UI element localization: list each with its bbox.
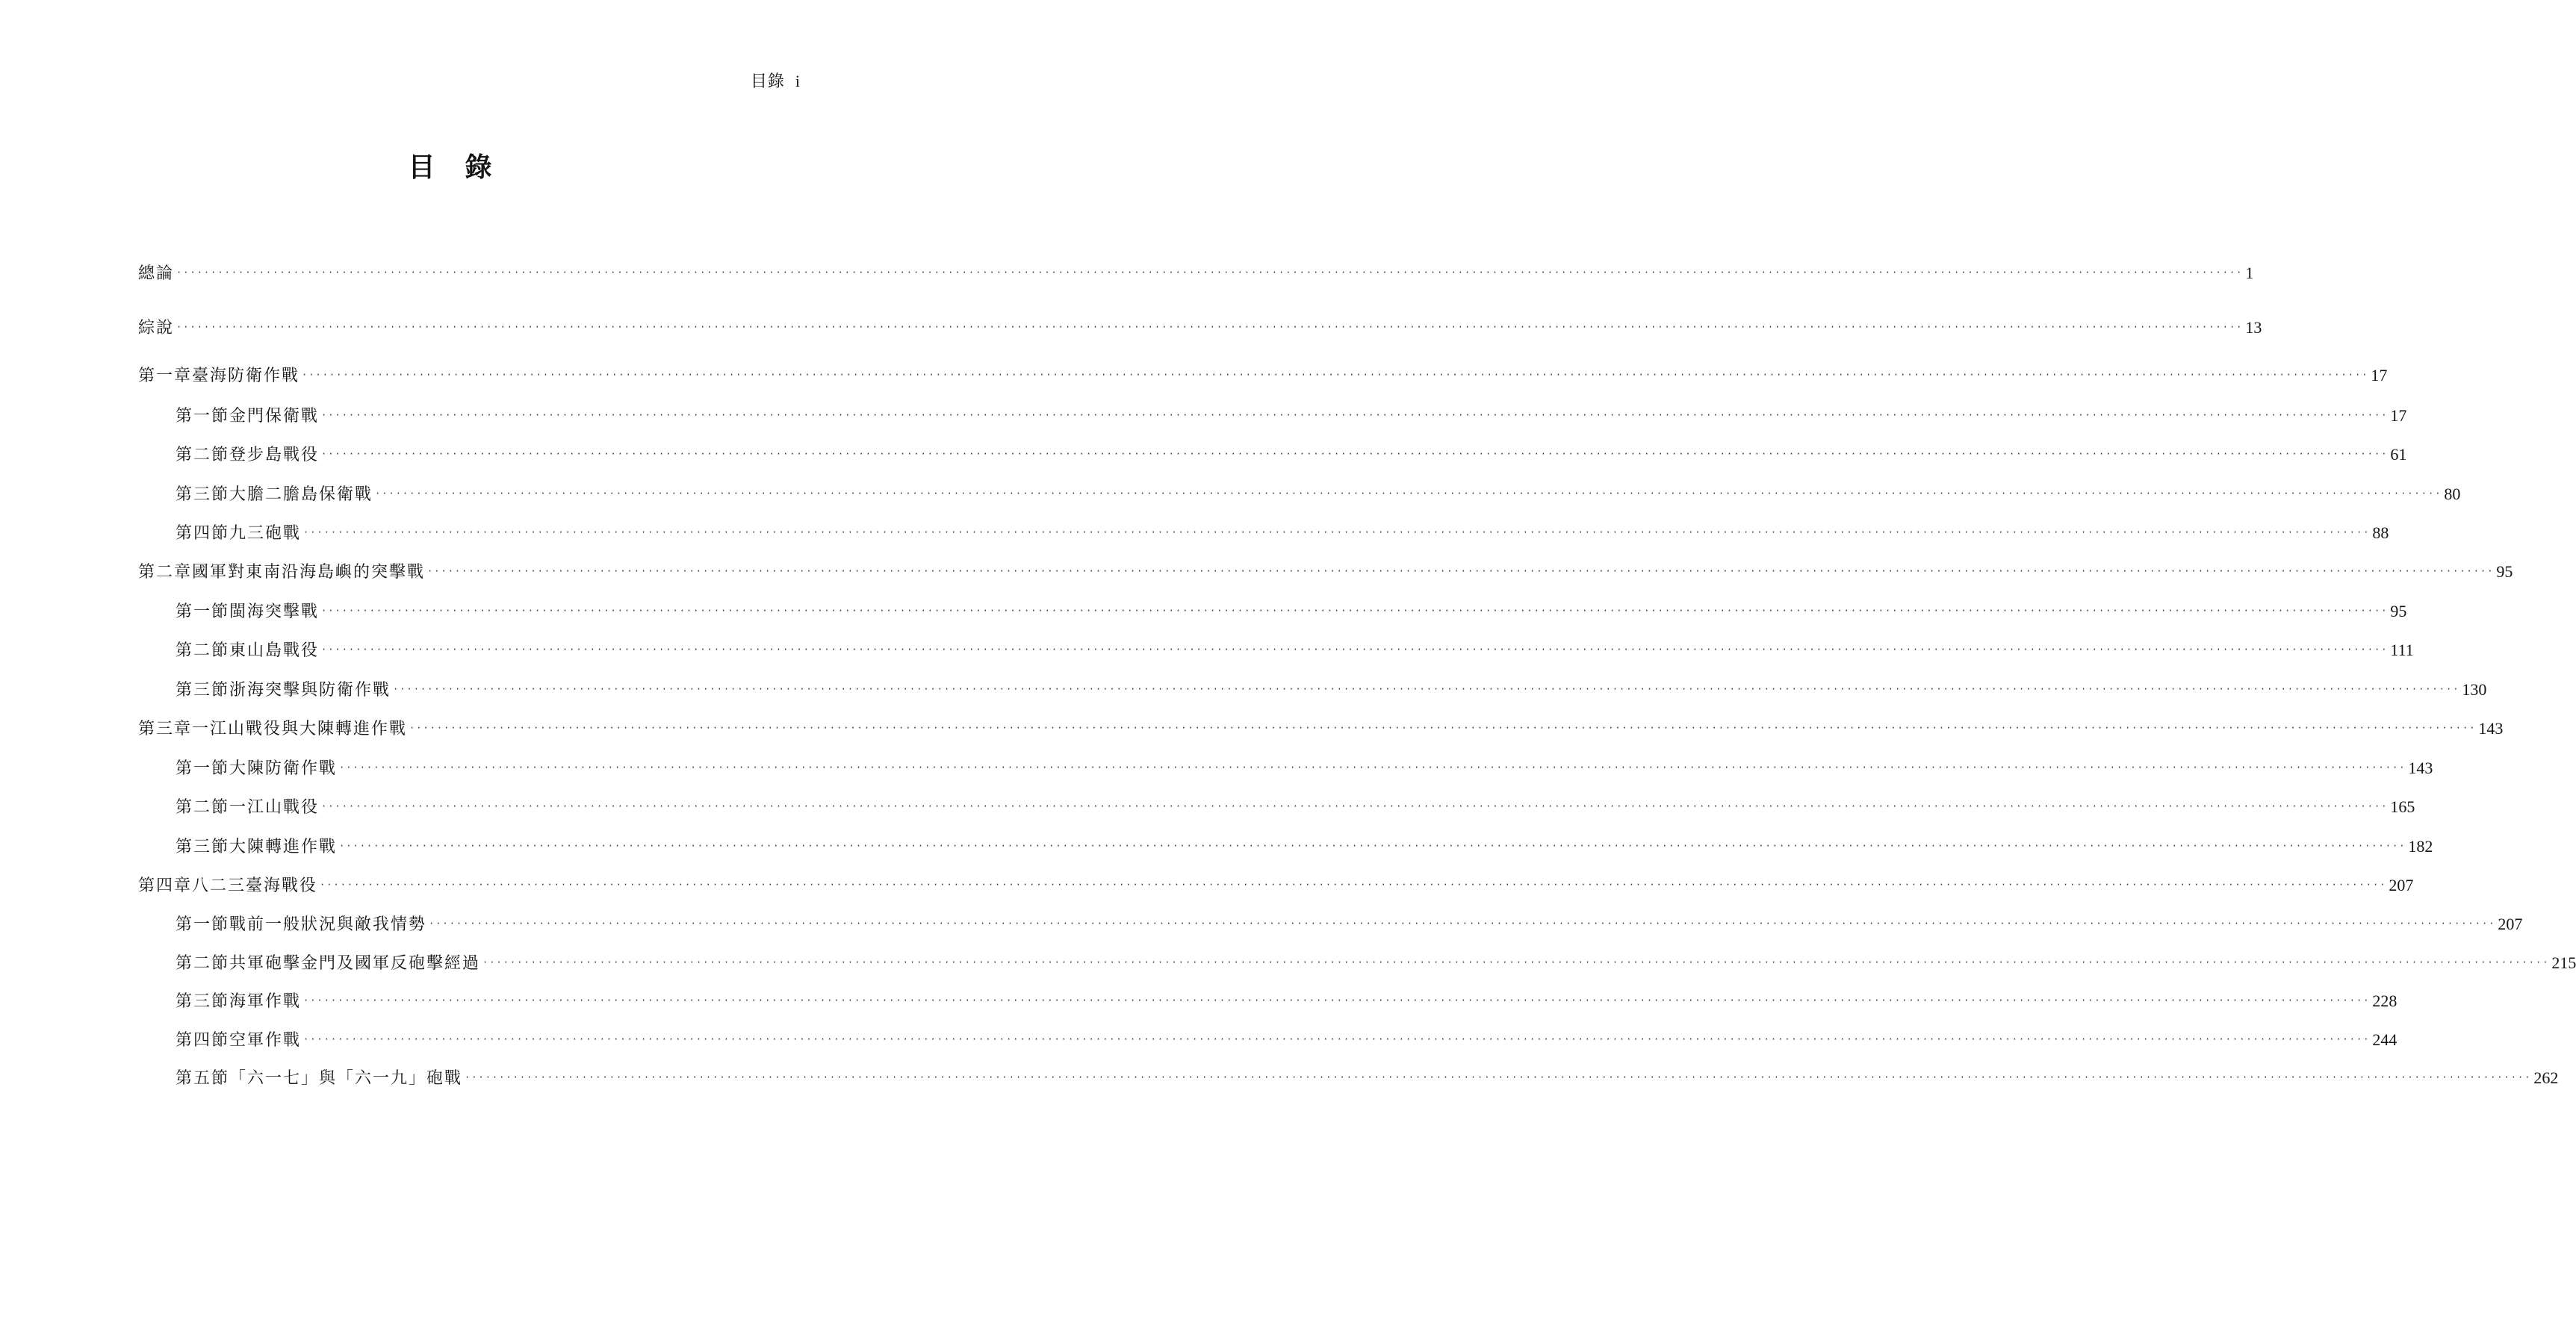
entry-title: 臺海防衛作戰 <box>192 367 300 385</box>
leader-dots: ············································································································································································································································································································ <box>375 488 2442 499</box>
entry-title: 空軍作戰 <box>229 1031 302 1050</box>
entry-title: 大陳防衛作戰 <box>229 759 338 778</box>
entry-page-number: 61 <box>2390 445 2407 464</box>
toc-section-entry <box>176 482 2461 506</box>
entry-page-number: 262 <box>2533 1068 2559 1087</box>
toc-section-entry <box>176 678 2487 702</box>
leader-dots: ············································································································································································································································································································ <box>302 370 2369 380</box>
entry-page-number: 228 <box>2372 992 2397 1010</box>
leader-dots: ············································································································································································································································································································ <box>303 527 2371 538</box>
running-head-page-number: i <box>795 72 801 90</box>
entry-title: 國軍對東南沿海島嶼的突擊戰 <box>192 563 426 582</box>
leader-dots: ············································································································································································································································································································ <box>321 449 2389 459</box>
leader-dots: ············································································································································································································································································································ <box>427 566 2495 576</box>
section-number: 第五節 <box>176 1069 230 1088</box>
entry-page-number: 88 <box>2372 523 2389 542</box>
toc-section-entry <box>176 600 2407 623</box>
leader-dots: ············································································································································································································································································································ <box>339 762 2406 773</box>
entry-page-number: 111 <box>2390 641 2414 659</box>
section-number: 第三節 <box>176 992 230 1011</box>
entry-page-number: 130 <box>2462 680 2487 699</box>
toc-chapter-entry <box>138 874 2414 897</box>
entry-page-number: 95 <box>2390 602 2407 620</box>
toc-chapter-entry <box>138 364 2388 387</box>
page-title-char: 錄 <box>465 152 492 183</box>
entry-title: 九三砲戰 <box>229 524 302 543</box>
section-number: 第四節 <box>176 524 230 543</box>
entry-page-number: 95 <box>2496 562 2513 581</box>
toc-section-entry <box>176 756 2433 780</box>
entry-title: 金門保衛戰 <box>229 407 320 426</box>
section-number: 第二節 <box>176 446 230 464</box>
entry-title: 「六一七」與「六一九」砲戰 <box>229 1069 463 1088</box>
entry-page-number: 1 <box>2245 264 2254 282</box>
section-number: 第三節 <box>176 681 230 700</box>
leader-dots: ············································································································································································································································································································ <box>339 841 2406 851</box>
entry-title: 閩海突擊戰 <box>229 603 320 621</box>
entry-title: 一江山戰役與大陳轉進作戰 <box>192 720 408 738</box>
entry-title: 一江山戰役 <box>229 798 320 817</box>
entry-page-number: 215 <box>2551 953 2576 972</box>
entry-title: 東山島戰役 <box>229 641 320 660</box>
leader-dots: ············································································································································································································································································································ <box>409 723 2477 733</box>
running-head-title: 目錄 <box>750 72 785 91</box>
leader-dots: ············································································································································································································································································································ <box>321 606 2389 616</box>
entry-title: 海軍作戰 <box>229 992 302 1011</box>
leader-dots: ············································································································································································································································································································ <box>321 644 2389 655</box>
entry-page-number: 80 <box>2444 485 2461 503</box>
section-number: 第一節 <box>176 759 230 778</box>
entry-title: 八二三臺海戰役 <box>192 877 318 895</box>
toc-section-entry <box>176 795 2415 819</box>
leader-dots: ············································································································································································································································································································ <box>482 957 2550 968</box>
section-number: 第三節 <box>176 838 230 856</box>
toc-section-entry <box>176 404 2407 428</box>
entry-page-number: 207 <box>2389 876 2414 894</box>
chapter-number: 第三章 <box>138 720 193 738</box>
entry-page-number: 244 <box>2372 1030 2397 1049</box>
entry-title: 總論 <box>138 264 175 283</box>
entry-title: 戰前一般狀況與敵我情勢 <box>229 915 427 934</box>
toc-chapter-entry <box>138 560 2513 584</box>
entry-title: 大膽二膽島保衛戰 <box>229 485 373 504</box>
leader-dots: ············································································································································································································································································································ <box>176 322 2244 332</box>
leader-dots: ············································································································································································································································································································ <box>429 918 2496 929</box>
entry-title: 共軍砲擊金門及國軍反砲擊經過 <box>229 954 481 973</box>
leader-dots: ············································································································································································································································································································ <box>321 801 2389 812</box>
toc-section-entry <box>176 912 2523 936</box>
chapter-number: 第二章 <box>138 563 193 582</box>
toc-section-entry <box>176 443 2407 467</box>
section-number: 第二節 <box>176 954 230 973</box>
chapter-number: 第一章 <box>138 367 193 385</box>
toc-section-entry <box>176 1066 2559 1090</box>
entry-page-number: 143 <box>2408 759 2433 777</box>
entry-title: 綜說 <box>138 319 175 337</box>
toc-section-entry <box>176 638 2414 662</box>
chapter-number: 第四章 <box>138 877 193 895</box>
entry-page-number: 182 <box>2408 837 2433 856</box>
entry-title: 浙海突擊與防衛作戰 <box>229 681 391 700</box>
leader-dots: ············································································································································································································································································································ <box>465 1072 2532 1083</box>
leader-dots: ············································································································································································································································································································ <box>303 1034 2371 1045</box>
toc-section-entry <box>176 521 2389 545</box>
entry-page-number: 17 <box>2390 406 2407 425</box>
entry-page-number: 143 <box>2478 719 2504 738</box>
section-number: 第一節 <box>176 407 230 426</box>
leader-dots: ············································································································································································································································································································ <box>321 410 2389 420</box>
leader-dots: ············································································································································································································································································································ <box>176 267 2244 278</box>
entry-page-number: 17 <box>2371 366 2388 385</box>
entry-page-number: 13 <box>2245 318 2262 337</box>
toc-section-entry <box>176 989 2397 1013</box>
leader-dots: ············································································································································································································································································································ <box>393 684 2460 694</box>
section-number: 第一節 <box>176 603 230 621</box>
entry-title: 登步島戰役 <box>229 446 320 464</box>
page-title-char: 目 <box>408 152 435 183</box>
entry-title: 大陳轉進作戰 <box>229 838 338 856</box>
page-title <box>0 146 900 184</box>
entry-page-number: 207 <box>2498 915 2523 933</box>
toc-section-entry <box>176 951 2576 975</box>
toc-entry <box>138 261 2254 285</box>
leader-dots: ············································································································································································································································································································ <box>320 880 2387 890</box>
section-number: 第一節 <box>176 915 230 934</box>
leader-dots: ············································································································································································································································································································ <box>303 995 2371 1006</box>
section-number: 第二節 <box>176 798 230 817</box>
section-number: 第四節 <box>176 1031 230 1050</box>
section-number: 第二節 <box>176 641 230 660</box>
toc-chapter-entry <box>138 717 2504 741</box>
running-head <box>751 69 801 92</box>
entry-page-number: 165 <box>2390 797 2415 816</box>
toc-section-entry <box>176 1028 2397 1052</box>
toc-section-entry <box>176 835 2433 859</box>
toc-entry <box>138 316 2262 340</box>
section-number: 第三節 <box>176 485 230 504</box>
